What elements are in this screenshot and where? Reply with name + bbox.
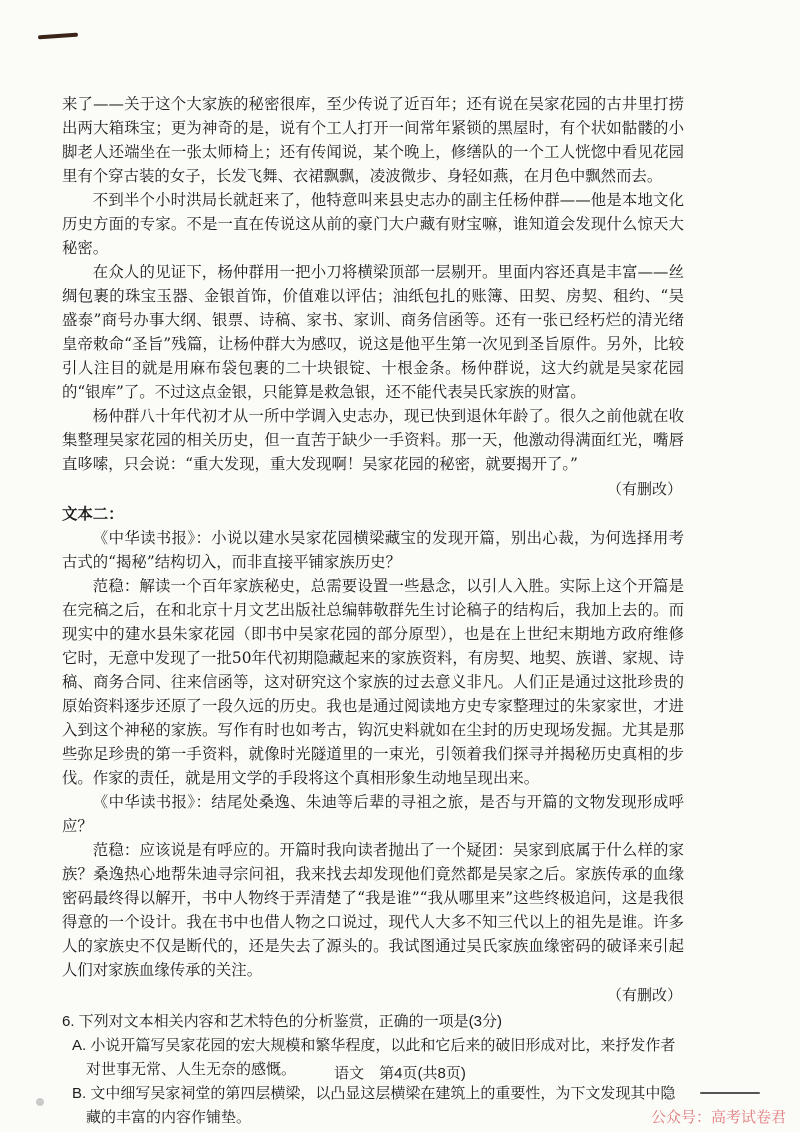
interview-question-1: 《中华读书报》：小说以建水吴家花园横梁藏宝的发现开篇，别出心裁，为何选择用考古式的“揭秘”结构切入，而非直接平铺家族历史？: [62, 529, 684, 571]
page-footer: 语文 第4页(共8页): [334, 1065, 466, 1082]
scan-line-bottom-right: [700, 1092, 760, 1094]
paragraph-2: 不到半个小时洪局长就赶来了，他特意叫来县史志办的副主任杨仲群——他是本地文化历史方面的专家。不是一直在传说这从前的豪门大户藏有财宝嘛，谁知道会发现什么惊天大秘密。: [62, 191, 684, 257]
paragraph-3: 在众人的见证下，杨仲群用一把小刀将横梁顶部一层剔开。里面内容还真是丰富——丝绸包裹的珠宝玉器、金银首饰，价值难以评估；油纸包扎的账簿、田契、房契、租约、“吴盛泰”商号办事大纲、银票、诗稿、家书、家训、商务信函等。还有一张已经朽烂的清光绪皇帝敕命“圣旨”残篇，让杨仲群大为感叹，说这是他平生第一次见到圣旨原件。另外，比较引人注目的就是用麻布袋包裹的二十块银锭、十根金条。杨仲群说，这大约就是吴家花园的“银库”了。不过这点金银，只能算是救急银，还不能代表吴氏家族的财富。: [62, 263, 684, 401]
option-b: B. 文中细写吴家祠堂的第四层横梁，以凸显这层横梁在建筑上的重要性，为下文发现其中隐藏的丰富的内容作铺垫。: [72, 1085, 676, 1126]
interview-answer-2: 范稳：应该说是有呼应的。开篇时我向读者抛出了一个疑团：吴家到底属于什么样的家族？桑逸热心地帮朱迪寻宗问祖，我来找去却发现他们竟然都是吴家之后。家族传承的血缘密码最终得以解开，书中人物终于弄清楚了“我是谁”“我从哪里来”这些终极追问，这是我很得意的一个设计。我在书中也借人物之口说过，现代人大多不知三代以上的祖先是谁。许多人的家族史不仅是断代的，还是失去了源头的。我试图通过吴氏家族血缘密码的破译来引起人们对家族血缘传承的关注。: [62, 841, 684, 979]
interview-question-2: 《中华读书报》：结尾处桑逸、朱迪等后辈的寻祖之旅，是否与开篇的文物发现形成呼应？: [62, 793, 684, 835]
watermark-text: 公众号：高考试卷君: [650, 1109, 786, 1126]
scan-dot: [36, 1098, 44, 1106]
paragraph-1: 来了——关于这个大家族的秘密很库，至少传说了近百年；还有说在吴家花园的古井里打捞出两大箱珠宝；更为神奇的是，说有个工人打开一间常年紧锁的黑屋时，有个状如骷髅的小脚老人还端坐在一张太师椅上；还有传闻说，某个晚上，修缮队的一个工人恍惚中看见花园里有个穿古装的女子，长发飞舞、衣裙飘飘，凌波微步、身轻如燕，在月色中飘然而去。: [62, 95, 684, 185]
question-stem: 6. 下列对文本相关内容和艺术特色的分析鉴赏，正确的一项是(3分): [62, 1013, 503, 1030]
option-a: A. 小说开篇写吴家花园的宏大规模和繁华程度，以此和它后来的破旧形成对比，来抒发作者对世事无常、人生无奈的感慨。: [72, 1037, 676, 1078]
text-two-heading: 文本二：: [62, 505, 124, 523]
paragraph-4: 杨仲群八十年代初才从一所中学调入史志办，现已快到退休年龄了。很久之前他就在收集整理吴家花园的相关历史，但一直苦于缺少一手资料。那一天，他激动得满面红光，嘴唇直哆嗦，只会说：“重大发现，重大发现啊！吴家花园的秘密，就要揭开了。”: [62, 407, 684, 473]
abridged-note-2: （有删改）: [606, 986, 682, 1004]
abridged-note-1: （有删改）: [606, 480, 682, 498]
scan-mark-top-left: [38, 33, 78, 40]
interview-answer-1: 范稳：解读一个百年家族秘史，总需要设置一些悬念，以引人入胜。实际上这个开篇是在完稿之后，在和北京十月文艺出版社总编韩敬群先生讨论稿子的结构后，我加上去的。而现实中的建水县朱家花园（即书中吴家花园的部分原型），也是在上世纪末期地方政府维修它时，无意中发现了一批50年代初期隐藏起来的家族资料，有房契、地契、族谱、家规、诗稿、商务合同、往来信函等，这对研究这个家族的过去意义非凡。人们正是通过这批珍贵的原始资料逐步还原了一段久远的历史。我也是通过阅读地方史专家整理过的朱家家世，才进入到这个神秘的家族。写作有时也如考古，钩沉史料就如在尘封的历史现场发掘。尤其是那些弥足珍贵的第一手资料，就像时光隧道里的一束光，引领着我们探寻并揭秘历史真相的步伐。作家的责任，就是用文学的手段将这个真相形象生动地呈现出来。: [62, 577, 684, 787]
passage-content: [62, 92, 684, 1130]
